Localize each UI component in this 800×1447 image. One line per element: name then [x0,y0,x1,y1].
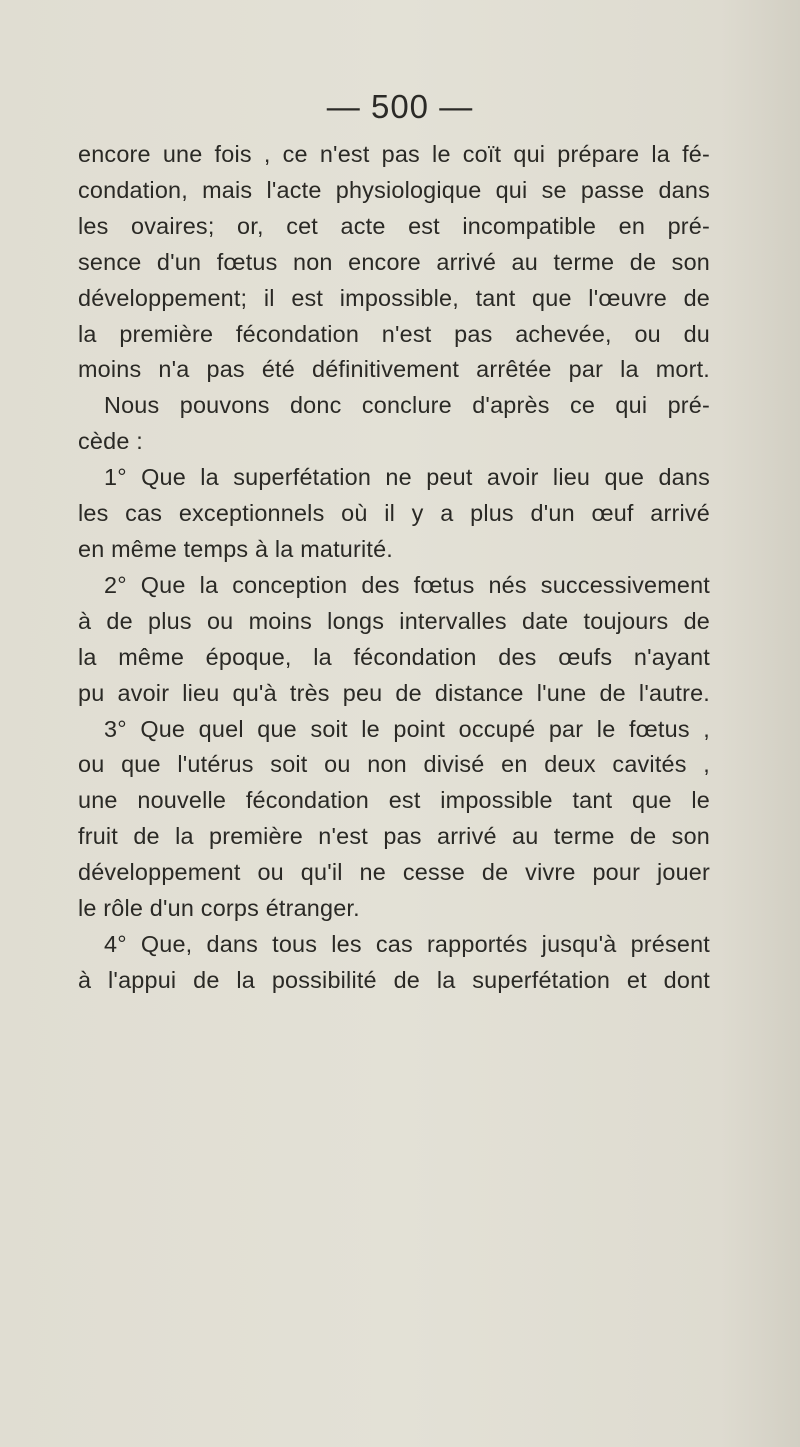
text-line: Nous pouvons donc conclure d'après ce qui pré- [104,392,710,419]
body-text [78,137,710,999]
text-line: le rôle d'un corps étranger. [78,895,360,922]
text-line: pu avoir lieu qu'à très peu de distance l'une de l'autre. [78,679,710,706]
text-line: ou que l'utérus soit ou non divisé en deux cavités , [78,751,710,778]
text-line: sence d'un fœtus non encore arrivé au terme de son [78,248,710,275]
text-line: moins n'a pas été définitivement arrêtée par la mort. [78,356,710,383]
text-line: la même époque, la fécondation des œufs n'ayant [78,643,710,670]
text-line: développement ou qu'il ne cesse de vivre pour jouer [78,859,710,886]
text-line: la première fécondation n'est pas achevée, ou du [78,320,710,347]
text-line: développement; il est impossible, tant que l'œuvre de [78,284,710,311]
page-number: — 500 — [326,88,474,125]
text-line: 2° Que la conception des fœtus nés successivement [104,571,710,598]
text-line: les cas exceptionnels où il y a plus d'un œuf arrivé [78,500,710,527]
text-line: les ovaires; or, cet acte est incompatible en pré- [78,212,710,239]
text-line: fruit de la première n'est pas arrivé au terme de son [78,823,710,850]
text-line: encore une fois , ce n'est pas le coït qui prépare la fé- [78,141,710,167]
text-line: 4° Que, dans tous les cas rapportés jusqu'à présent [104,930,710,957]
text-line: condation, mais l'acte physiologique qui se passe dans [78,176,710,203]
text-line: 3° Que quel que soit le point occupé par le fœtus , [104,715,710,742]
text-line: cède : [78,428,143,455]
text-line: 1° Que la superfétation ne peut avoir lieu que dans [104,464,710,491]
text-line: à l'appui de la possibilité de la superfétation et dont [78,966,710,993]
text-line: une nouvelle fécondation est impossible tant que le [78,787,710,814]
text-line: à de plus ou moins longs intervalles date toujours de [78,607,710,634]
text-line: en même temps à la maturité. [78,535,394,562]
